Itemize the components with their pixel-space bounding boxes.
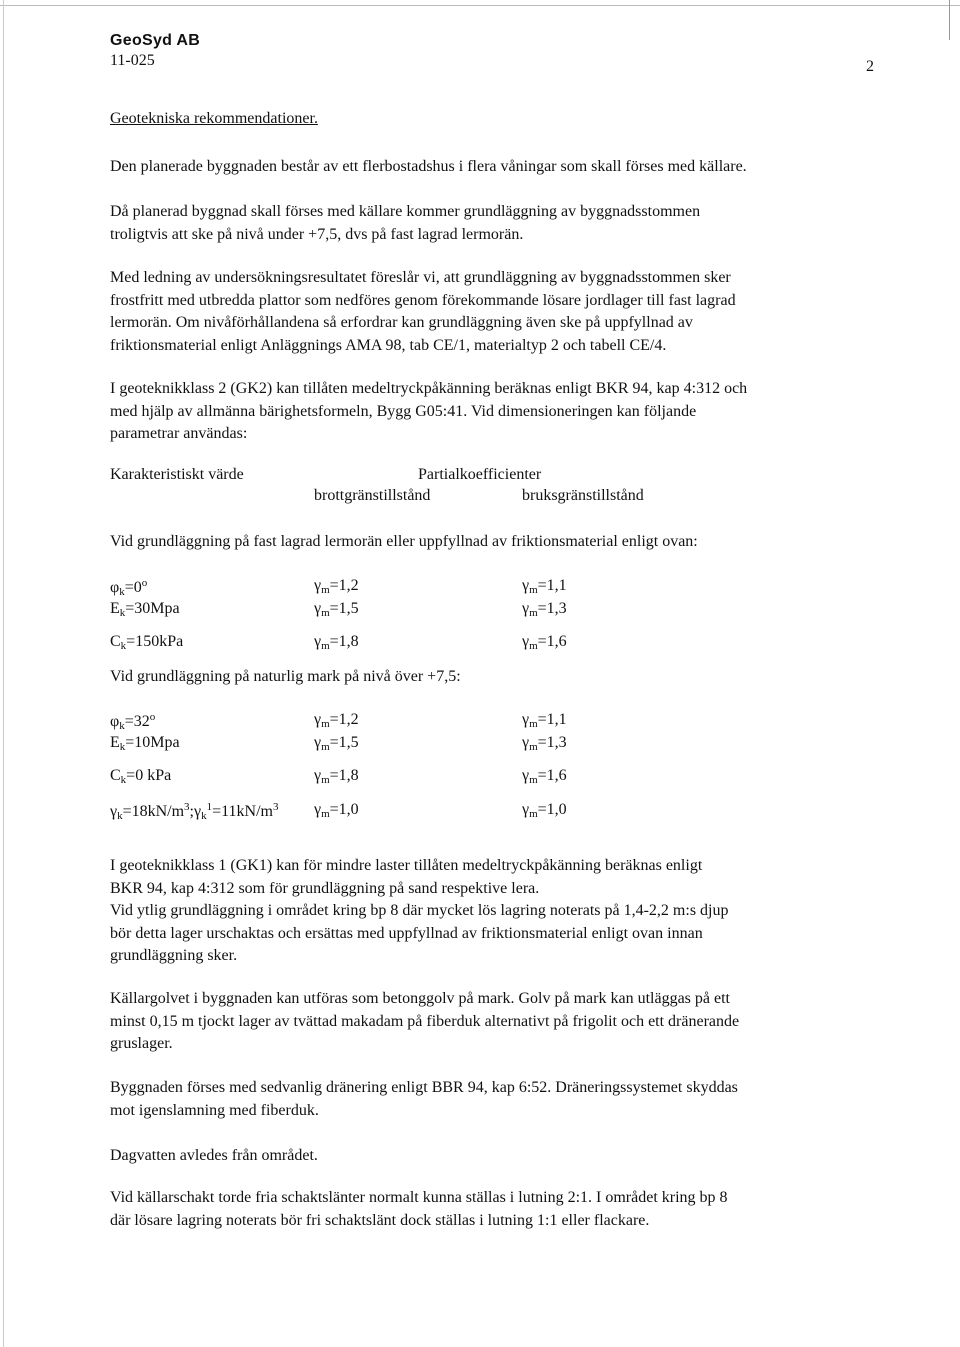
document-number: 11-025 — [110, 52, 155, 69]
paragraph-gk2: I geoteknikklass 2 (GK2) kan tillåten medeltryckpåkänning beräknas enligt BKR 94, kap 4:312 och med hjälp av allmänna bärighetsformeln, Bygg G05:41. Vid dimensioneringen kan följande parametrar användas: — [110, 380, 748, 442]
case2-row3-ultimate: $\gamma_m=1,8$ — [314, 767, 359, 786]
case2-row3-param: $C_k=0$ kPa — [110, 767, 172, 786]
case1-row2-param: $E_k=30Mpa$ — [110, 600, 180, 619]
paragraph-foundation-method: Med ledning av undersökningsresultatet föreslår vi, att grundläggning av byggnadsstommen sker frostfritt med utbredda plattor som nedföres genom förekommande lösare jordlager till fast lagrad lermorän. Om nivåförhållandena så erfordrar kan grundläggning även ske på uppfyllnad av friktionsmaterial enligt Anläggnings AMA 98, tab CE/1, materialtyp 2 och tabell CE/4. — [110, 269, 736, 354]
case2-row2-serviceability: $\gamma_m=1,3$ — [522, 734, 567, 753]
case1-row2-ultimate: $\gamma_m=1,5$ — [314, 600, 359, 619]
paragraph-basement-floor: Källargolvet i byggnaden kan utföras som betonggolv på mark. Golv på mark kan utläggas på ett minst 0,15 m tjockt lager av tvättad makadam på fiberduk alternativt på frigolit och ett dränerande gruslager. — [110, 990, 740, 1052]
paragraph-foundation-level: Då planerad byggnad skall förses med källare kommer grundläggning av byggnadsstommen troligtvis att ske på nivå under +7,5, dvs på fast lagrad lermorän. — [110, 203, 701, 243]
scan-edge-left — [3, 0, 4, 1347]
scan-edge-top — [0, 5, 960, 6]
paragraph-excavation: Vid källarschakt torde fria schaktslänter normalt kunna ställas i lutning 2:1. I området kring bp 8 där lösare lagring noterats bör fri schaktslänt dock ställas i lutning 1:1 eller flackare. — [110, 1189, 728, 1229]
scan-edge-right — [949, 0, 950, 40]
table-header-characteristic: Karakteristiskt värde — [110, 466, 244, 483]
case2-row1-ultimate: $\gamma_m=1,2$ — [314, 711, 359, 730]
section-heading: Geotekniska rekommendationer. — [110, 110, 318, 127]
case1-row2-serviceability: $\gamma_m=1,3$ — [522, 600, 567, 619]
paragraph-gk1: I geoteknikklass 1 (GK1) kan för mindre laster tillåten medeltryckpåkänning beräknas enligt BKR 94, kap 4:312 som för grundläggning på sand respektive lera. Vid ytlig grundläggning i området kring bp 8 där mycket lös lagring noterats på 1,4-2,2 m:s djup bör detta lager urschaktas och ersättas med uppfyllnad av friktionsmaterial enligt ovan innan grundläggning sker. — [110, 857, 729, 964]
case2-row1-serviceability: $\gamma_m=1,1$ — [522, 711, 567, 730]
company-name: GeoSyd AB — [110, 32, 201, 49]
case2-row1-param: $\varphi_k=32^o$ — [110, 711, 156, 732]
case2-row2-param: $E_k=10Mpa$ — [110, 734, 180, 753]
paragraph-stormwater: Dagvatten avledes från området. — [110, 1147, 318, 1164]
case1-row1-ultimate: $\gamma_m=1,2$ — [314, 577, 359, 596]
case2-unit-weight-param: $\gamma_k=18kN/m^3;\gamma_k^1=11kN/m^3$ — [110, 801, 279, 822]
paragraph-building: Den planerade byggnaden består av ett flerbostadshus i flera våningar som skall förses med källare. — [110, 158, 747, 175]
table-header-partial-coefficients: Partialkoefficienter — [418, 466, 542, 483]
case2-unit-weight-ultimate: $\gamma_m=1,0$ — [314, 801, 359, 820]
case1-row3-param: $C_k=150kPa$ — [110, 633, 184, 652]
case1-row1-param: $\varphi_k=0^o$ — [110, 577, 148, 598]
case1-row3-ultimate: $\gamma_m=1,8$ — [314, 633, 359, 652]
page-number: 2 — [866, 58, 874, 75]
case2-intro: Vid grundläggning på naturlig mark på nivå över +7,5: — [110, 668, 461, 685]
case2-row3-serviceability: $\gamma_m=1,6$ — [522, 767, 567, 786]
paragraph-drainage: Byggnaden förses med sedvanlig dränering enligt BBR 94, kap 6:52. Dräneringssystemet skyddas mot igenslamning med fiberduk. — [110, 1079, 738, 1119]
case2-row2-ultimate: $\gamma_m=1,5$ — [314, 734, 359, 753]
case1-row1-serviceability: $\gamma_m=1,1$ — [522, 577, 567, 596]
case1-intro: Vid grundläggning på fast lagrad lermorän eller uppfyllnad av friktionsmaterial enligt ovan: — [110, 533, 698, 550]
case1-row3-serviceability: $\gamma_m=1,6$ — [522, 633, 567, 652]
table-header-serviceability: bruksgränstillstånd — [522, 487, 644, 504]
table-header-ultimate: brottgränstillstånd — [314, 487, 431, 504]
case2-unit-weight-serviceability: $\gamma_m=1,0$ — [522, 801, 567, 820]
